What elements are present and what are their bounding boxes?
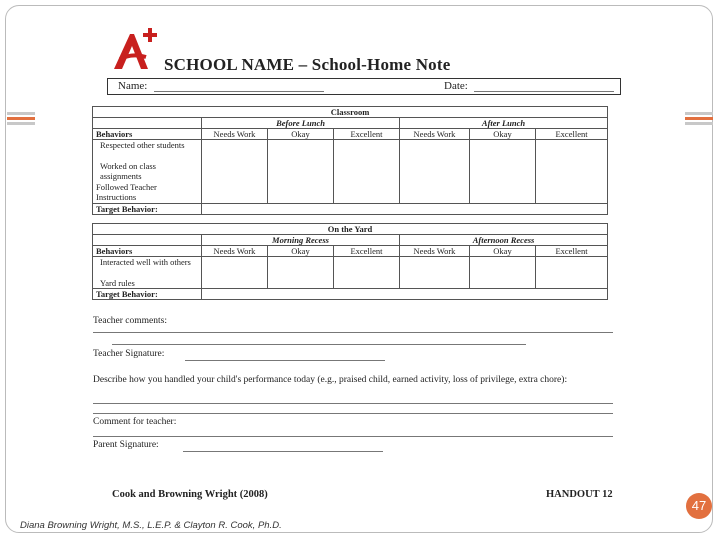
handout-label: HANDOUT 12: [546, 489, 613, 500]
before-lunch-header: Before Lunch: [202, 118, 400, 129]
classroom-table: [92, 106, 608, 215]
response-line[interactable]: [93, 436, 613, 437]
column-header: Excellent: [536, 246, 608, 257]
column-header: Okay: [268, 246, 334, 257]
column-header: Needs Work: [202, 129, 268, 140]
page-title: SCHOOL NAME – School-Home Note: [164, 55, 451, 74]
rating-cell[interactable]: [536, 140, 608, 204]
rating-cell[interactable]: [202, 257, 268, 289]
comment-line[interactable]: [112, 344, 526, 345]
behavior-item: Respected other students: [100, 140, 185, 150]
teacher-comments-label: Teacher comments:: [93, 316, 167, 326]
behaviors-cell: [93, 257, 202, 289]
rating-cell[interactable]: [334, 257, 400, 289]
rating-cell[interactable]: [470, 257, 536, 289]
behaviors-cell: [93, 140, 202, 204]
response-line[interactable]: [93, 403, 613, 404]
comment-for-teacher-label: Comment for teacher:: [93, 417, 177, 427]
rating-cell[interactable]: [268, 257, 334, 289]
name-label: Name:: [118, 80, 148, 92]
column-header: Okay: [470, 246, 536, 257]
citation: Cook and Browning Wright (2008): [112, 489, 268, 500]
yard-table: [92, 223, 608, 300]
column-header: Behaviors: [93, 246, 202, 257]
afternoon-recess-header: Afternoon Recess: [400, 235, 608, 246]
page-number-badge: 47: [686, 493, 712, 519]
rating-cell[interactable]: [268, 140, 334, 204]
right-decoration-bars: [685, 112, 713, 124]
left-decoration-bars: [7, 112, 35, 124]
target-behavior-label: Target Behavior:: [93, 289, 202, 300]
behavior-item: Followed Teacher Instructions: [96, 182, 157, 202]
target-behavior-field[interactable]: [202, 204, 608, 215]
classroom-caption: Classroom: [93, 107, 608, 118]
response-line[interactable]: [93, 413, 613, 414]
column-header: Needs Work: [400, 129, 470, 140]
rating-cell[interactable]: [334, 140, 400, 204]
signature-line[interactable]: [185, 360, 385, 361]
describe-prompt: Describe how you handled your child's performance today (e.g., praised child, earned activity, loss of privilege, extra chore):: [93, 375, 568, 385]
behavior-item: Interacted well with others: [100, 257, 191, 267]
rating-cell[interactable]: [202, 140, 268, 204]
target-behavior-label: Target Behavior:: [93, 204, 202, 215]
rating-cell[interactable]: [470, 140, 536, 204]
column-header: Okay: [470, 129, 536, 140]
target-behavior-field[interactable]: [202, 289, 608, 300]
column-header: Excellent: [334, 129, 400, 140]
column-header: Behaviors: [93, 129, 202, 140]
teacher-signature-label: Teacher Signature:: [93, 349, 165, 359]
rating-cell[interactable]: [536, 257, 608, 289]
morning-recess-header: Morning Recess: [202, 235, 400, 246]
a-plus-logo-icon: [110, 26, 162, 72]
column-header: Excellent: [334, 246, 400, 257]
column-header: Needs Work: [202, 246, 268, 257]
behavior-item: Worked on class assignments: [100, 161, 156, 181]
behavior-item: Yard rules: [100, 278, 135, 288]
column-header: Needs Work: [400, 246, 470, 257]
name-date-bar: [107, 78, 621, 95]
rating-cell[interactable]: [400, 140, 470, 204]
column-header: Okay: [268, 129, 334, 140]
parent-signature-label: Parent Signature:: [93, 440, 159, 450]
after-lunch-header: After Lunch: [400, 118, 608, 129]
yard-caption: On the Yard: [93, 224, 608, 235]
author-credit: Diana Browning Wright, M.S., L.E.P. & Clayton R. Cook, Ph.D.: [20, 520, 282, 531]
comment-line[interactable]: [93, 332, 613, 333]
column-header: Excellent: [536, 129, 608, 140]
date-label: Date:: [444, 80, 468, 92]
rating-cell[interactable]: [400, 257, 470, 289]
signature-line[interactable]: [183, 451, 383, 452]
